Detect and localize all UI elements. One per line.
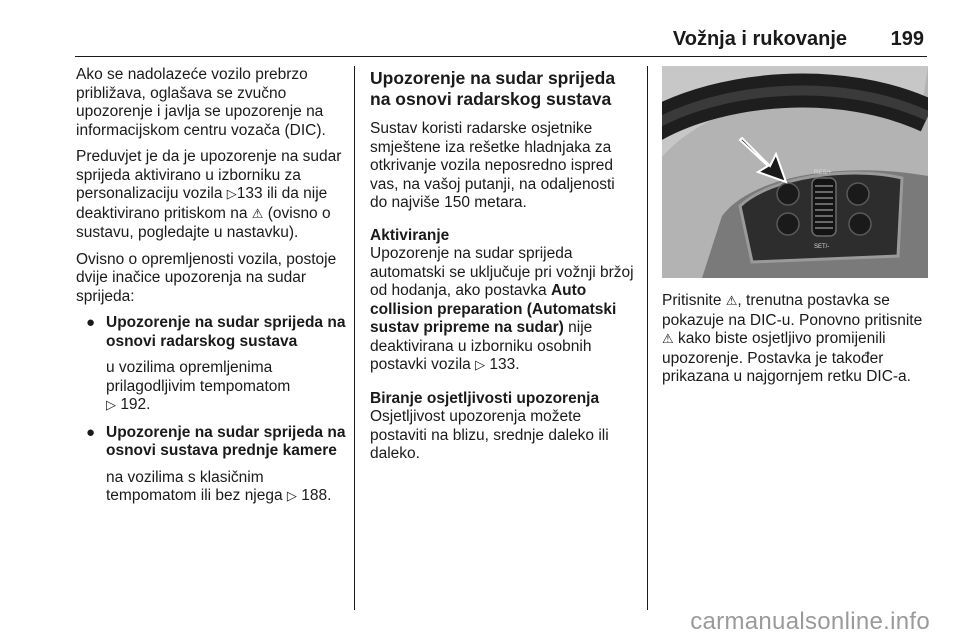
wheel-label-res: RES/+ (814, 170, 832, 176)
text-fragment: , trenutna postavka se pokazuje na DIC-u. Ponovno pritisnite (662, 292, 923, 329)
text-fragment: ili da nije deaktivirano pritiskom na (76, 185, 328, 222)
subheading-activation: Aktiviranje (370, 226, 450, 244)
paragraph-sensitivity: Osjetljivost upozorenja možete postaviti na blizu, srednje daleko ili daleko. (370, 408, 609, 462)
page-reference: 133 (236, 185, 263, 202)
collision-alert-icon: ⚠ (662, 332, 674, 347)
paragraph-intro: Ako se nadolazeće vozilo prebrzo približava, oglašava se zvučno upozorenje i javlja se upozorenje na informacijskom centru vozača (DIC). (76, 66, 326, 139)
bullet-text (106, 469, 346, 507)
page-reference-icon: ▷ (106, 398, 116, 413)
column-left (76, 66, 346, 515)
page-header (75, 20, 927, 57)
text-fragment: u vozilima opremljenima prilagodljivim tempomatom (106, 359, 291, 395)
text-fragment: nije deaktivirana u izborniku osobnih postavki vozila (370, 319, 593, 373)
bullet-heading: Upozorenje na sudar sprijeda na osnovi radarskog sustava (106, 314, 346, 350)
collision-alert-icon: ⚠ (725, 294, 738, 309)
steering-wheel-illustration (662, 66, 928, 278)
list-item (76, 424, 346, 507)
column-right (662, 66, 928, 395)
paragraph-activation (370, 245, 634, 376)
bullet-heading: Upozorenje na sudar sprijeda na osnovi sustava prednje kamere (106, 423, 346, 459)
list-item (76, 314, 346, 416)
page-reference-icon: ▷ (475, 358, 486, 373)
text-fragment: Pritisnite (662, 292, 726, 309)
page-number: 199 (890, 28, 924, 50)
bullet-icon: ● (86, 423, 96, 441)
collision-warning-icon: ⚠ (251, 206, 264, 222)
bullet-text (106, 359, 346, 416)
paragraph-prerequisite (76, 148, 346, 243)
text-fragment: kako biste osjetljivo promijenili upozorenje. Postavka je također prikazana u najgornjem retku DIC-a. (662, 330, 911, 385)
text-fragment: (ovisno o sustavu, pogledajte u nastavku). (76, 204, 331, 241)
paragraph-system: Sustav koristi radarske osjetnike smještene iza rešetke hladnjaka za otkrivanje vozila neposredno ispred vas, na vašoj putanji, na odaljenosti do najviše 150 metara. (370, 120, 615, 211)
bullet-icon: ● (86, 314, 96, 331)
paragraph-instruction (662, 292, 928, 387)
column-middle (370, 66, 634, 472)
text-fragment: Preduvjet je da je upozorenje na sudar sprijeda aktivirano u izborniku za personalizaciju vozila (76, 148, 342, 202)
setting-name: Auto collision preparation (Automatski sustav pripreme na sudar) (370, 282, 617, 336)
page-reference: 133. (489, 356, 520, 373)
section-heading: Upozorenje na sudar sprijeda na osnovi radarskog sustava (370, 68, 616, 109)
section-title: Vožnja i rukovanje (672, 28, 847, 50)
text-fragment: Upozorenje na sudar sprijeda automatski se uključuje pri vožnji bržoj od hodanja, ako postavka (370, 245, 634, 299)
page-reference: 188. (301, 487, 332, 504)
column-divider-left (354, 66, 355, 610)
column-divider-right (647, 66, 648, 610)
page-reference: 192. (120, 396, 151, 413)
text-fragment: na vozilima s klasičnim tempomatom ili bez njega (106, 468, 287, 504)
page-reference-icon: ▷ (226, 187, 237, 202)
watermark: carmanualsonline.info (690, 608, 930, 635)
page-reference-icon: ▷ (286, 489, 297, 504)
wheel-label-set: SET/- (814, 244, 830, 250)
paragraph-variants: Ovisno o opremljenosti vozila, postoje dvije inačice upozorenja na sudar sprijeda: (76, 250, 337, 305)
subheading-sensitivity: Biranje osjetljivosti upozorenja (370, 389, 600, 407)
